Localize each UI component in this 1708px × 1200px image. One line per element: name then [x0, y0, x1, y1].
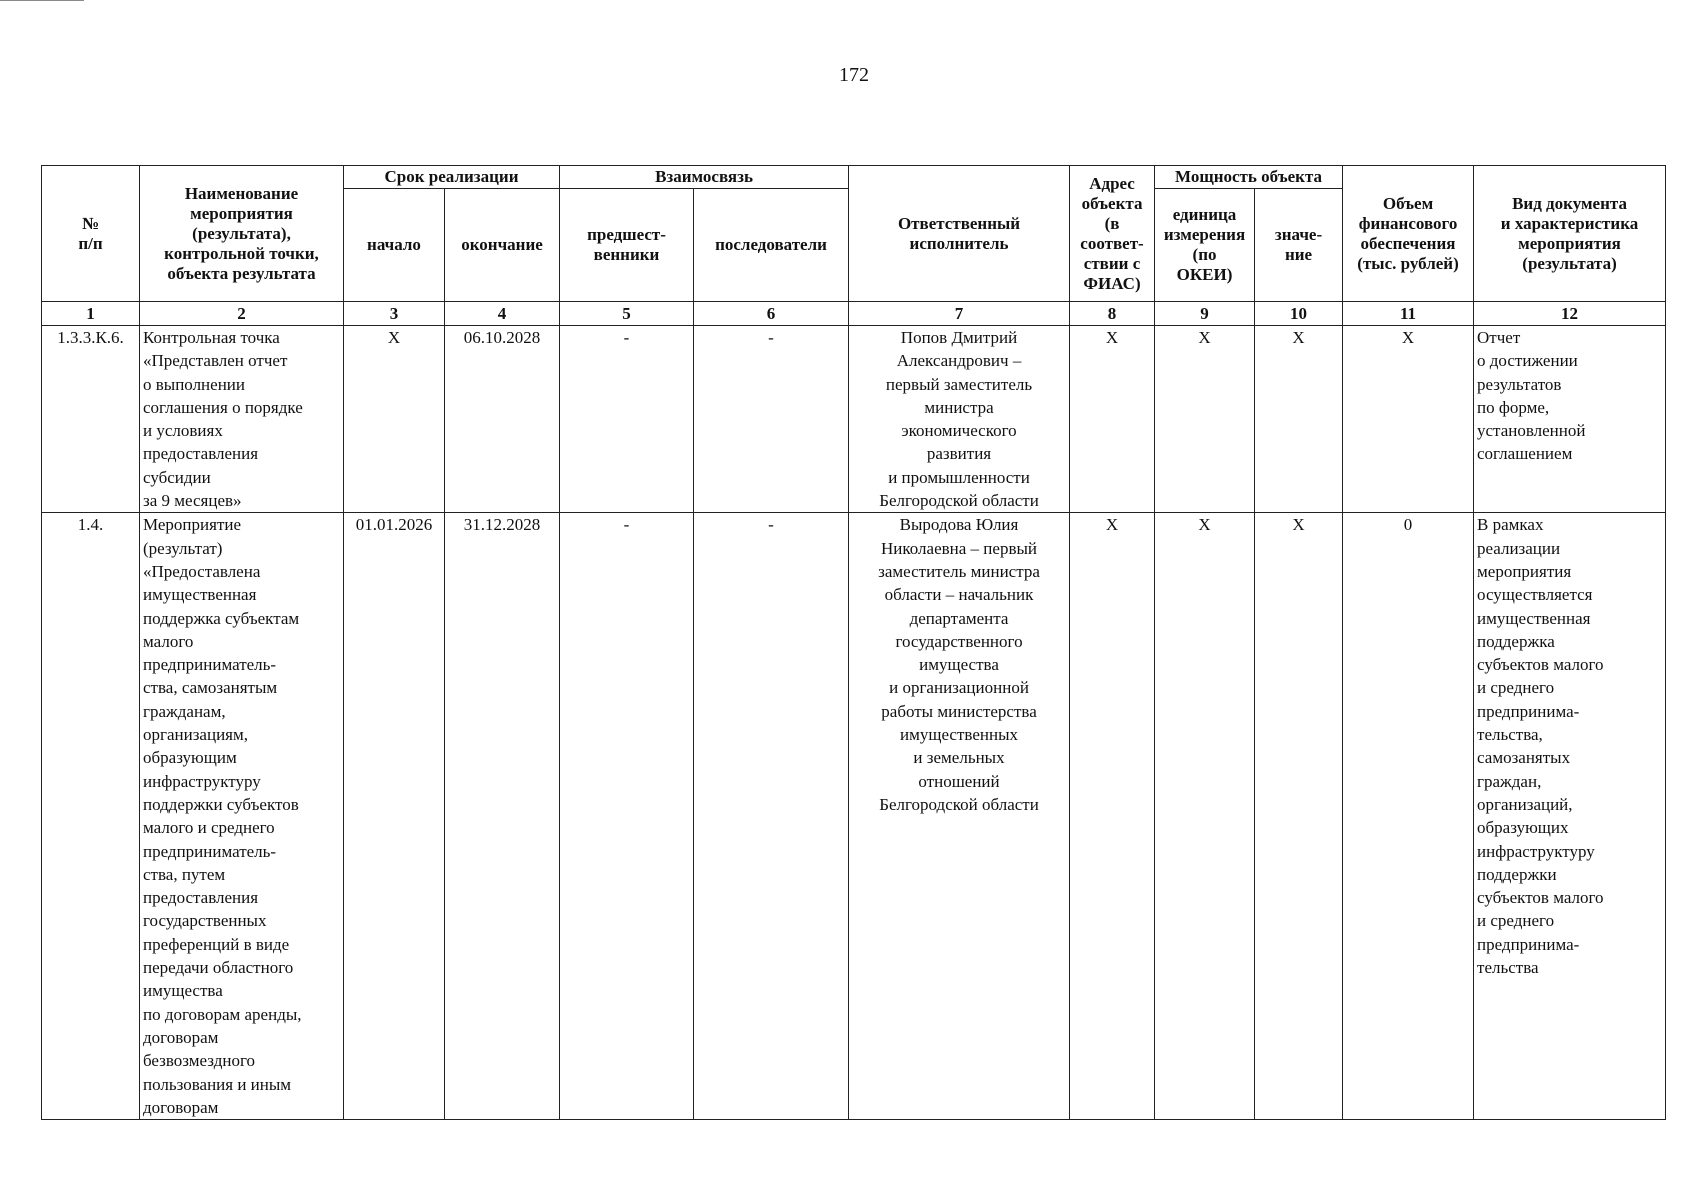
cell-predecessors: - [560, 326, 694, 513]
header-term-group: Срок реализации [344, 166, 560, 189]
cell-name: Мероприятие (результат) «Предоставлена имущественная поддержка субъектам малого предприниматель- ства, самозанятым гражданам, организациям, образующим инфраструктуру поддержки субъектов малого и среднего предприниматель- ства, путем предоставления государственных преференций в виде передачи областного имущества по договорам аренды, договорам безвозмездного пользования и иным договорам [140, 513, 344, 1120]
header-doc: Вид документа и характеристика мероприятия (результата) [1474, 166, 1666, 302]
header-executor: Ответственный исполнитель [849, 166, 1070, 302]
cell-successors: - [694, 513, 849, 1120]
cell-end: 31.12.2028 [445, 513, 560, 1120]
page-number: 172 [839, 64, 869, 86]
table-row [42, 326, 1666, 513]
column-number: 9 [1155, 302, 1255, 326]
cell-address: Х [1070, 513, 1155, 1120]
cell-finance: 0 [1343, 513, 1474, 1120]
column-number: 5 [560, 302, 694, 326]
cell-successors: - [694, 326, 849, 513]
column-number: 3 [344, 302, 445, 326]
cell-unit: Х [1155, 326, 1255, 513]
column-number: 6 [694, 302, 849, 326]
header-predecessors: предшест- венники [560, 189, 694, 302]
column-number: 12 [1474, 302, 1666, 326]
header-unit: единица измерения (по ОКЕИ) [1155, 189, 1255, 302]
header-successors: последователи [694, 189, 849, 302]
column-number-row [42, 302, 1666, 326]
cell-start: 01.01.2026 [344, 513, 445, 1120]
cell-value: Х [1255, 326, 1343, 513]
column-number: 2 [140, 302, 344, 326]
cell-executor: Выродова Юлия Николаевна – первый заместитель министра области – начальник департамента государственного имущества и организационной работы министерства имущественных и земельных отношений Белгородской области [849, 513, 1070, 1120]
cell-executor: Попов Дмитрий Александрович – первый заместитель министра экономического развития и промышленности Белгородской области [849, 326, 1070, 513]
column-number: 8 [1070, 302, 1155, 326]
header-link-group: Взаимосвязь [560, 166, 849, 189]
header-num: № п/п [42, 166, 140, 302]
cell-finance: Х [1343, 326, 1474, 513]
activities-table [41, 165, 1666, 1120]
cell-doc: Отчет о достижении результатов по форме, установленной соглашением [1474, 326, 1666, 513]
cell-start: Х [344, 326, 445, 513]
header-address: Адрес объекта (в соответ- ствии с ФИАС) [1070, 166, 1155, 302]
cell-name: Контрольная точка «Представлен отчет о выполнении соглашения о порядке и условиях предоставления субсидии за 9 месяцев» [140, 326, 344, 513]
header-name: Наименование мероприятия (результата), контрольной точки, объекта результата [140, 166, 344, 302]
cell-num: 1.4. [42, 513, 140, 1120]
column-number: 10 [1255, 302, 1343, 326]
cell-predecessors: - [560, 513, 694, 1120]
cell-end: 06.10.2028 [445, 326, 560, 513]
header-capacity-group: Мощность объекта [1155, 166, 1343, 189]
header-start: начало [344, 189, 445, 302]
column-number: 4 [445, 302, 560, 326]
cell-address: Х [1070, 326, 1155, 513]
header-end: окончание [445, 189, 560, 302]
cell-num: 1.3.3.К.6. [42, 326, 140, 513]
table-row [42, 513, 1666, 1120]
cell-doc: В рамках реализации мероприятия осуществляется имущественная поддержка субъектов малого и среднего предпринима- тельства, самозанятых граждан, организаций, образующих инфраструктуру поддержки субъектов малого и среднего предпринима- тельства [1474, 513, 1666, 1120]
header-value: значе- ние [1255, 189, 1343, 302]
column-number: 11 [1343, 302, 1474, 326]
cell-unit: Х [1155, 513, 1255, 1120]
cell-value: Х [1255, 513, 1343, 1120]
column-number: 1 [42, 302, 140, 326]
header-finance: Объем финансового обеспечения (тыс. рублей) [1343, 166, 1474, 302]
column-number: 7 [849, 302, 1070, 326]
scan-edge-line [0, 0, 84, 1]
